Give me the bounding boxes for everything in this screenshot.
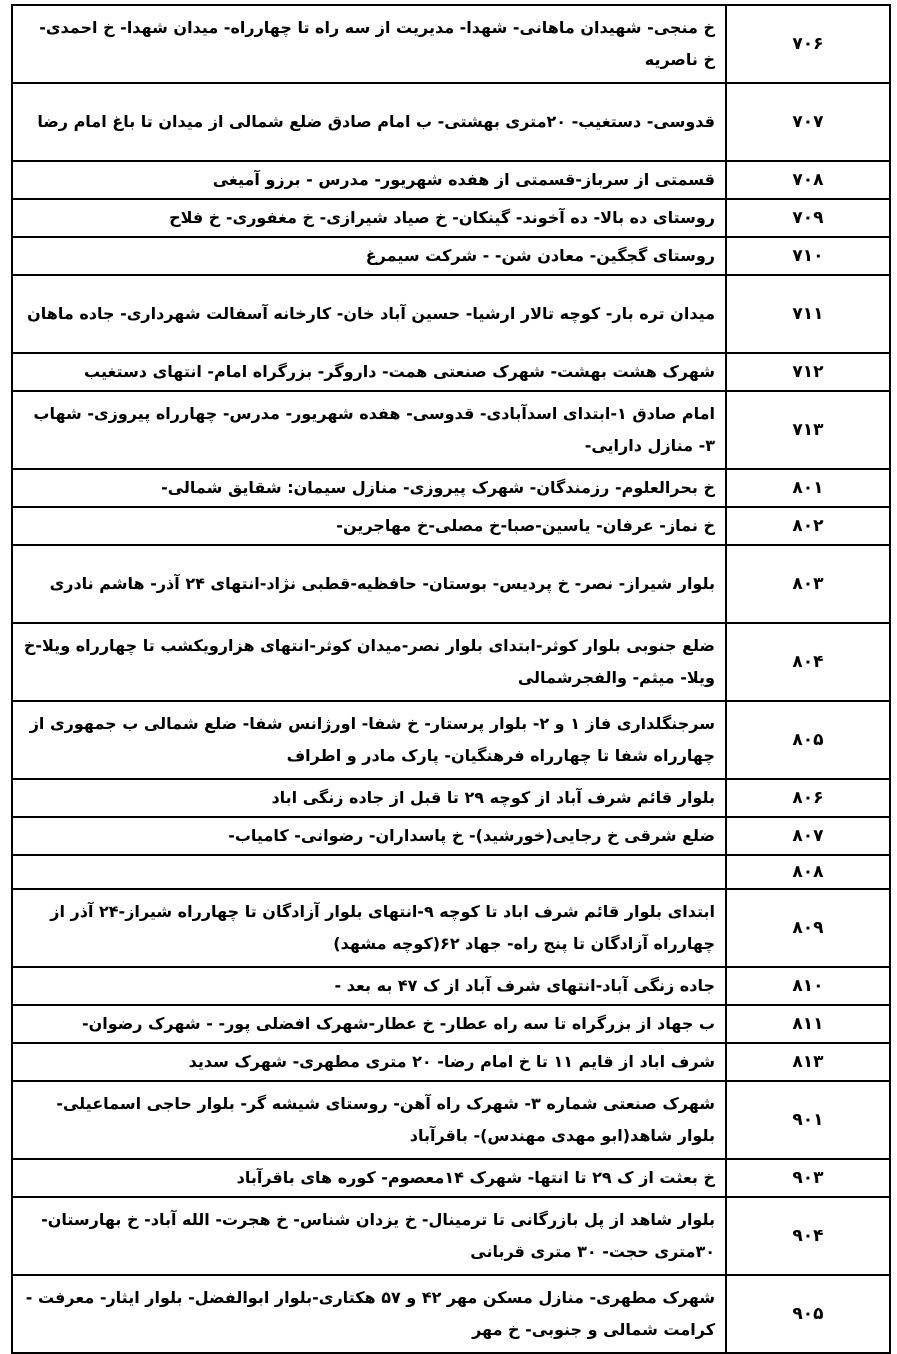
district-code: ۷۰۷ bbox=[726, 83, 890, 161]
district-areas: خ بحرالعلوم- رزمندگان- شهرک پیروزی- منازل سیمان: شقایق شمالی- bbox=[12, 469, 726, 507]
table-row bbox=[12, 817, 890, 855]
table-row bbox=[12, 237, 890, 275]
district-code: ۸۰۴ bbox=[726, 623, 890, 701]
table-row bbox=[12, 889, 890, 967]
table-row bbox=[12, 967, 890, 1005]
district-code: ۹۰۵ bbox=[726, 1275, 890, 1353]
district-code: ۸۰۷ bbox=[726, 817, 890, 855]
table-row bbox=[12, 855, 890, 889]
district-code: ۹۰۱ bbox=[726, 1081, 890, 1159]
district-areas: بلوار شیراز- نصر- خ پردیس- بوستان- حافظیه-قطبی نژاد-انتهای ۲۴ آذر- هاشم نادری bbox=[12, 545, 726, 623]
district-code: ۷۰۹ bbox=[726, 199, 890, 237]
table-row bbox=[12, 83, 890, 161]
district-areas: امام صادق ۱-ابتدای اسدآبادی- قدوسی- هفده شهریور- مدرس- چهارراه پیروزی- شهاب ۳- منازل دارایی- bbox=[12, 391, 726, 469]
district-areas: بلوار شاهد از پل بازرگانی تا ترمینال- خ یزدان شناس- خ هجرت- الله آباد- خ بهارستان- ۳۰متری حجت- ۳۰ متری قربانی bbox=[12, 1197, 726, 1275]
table-row bbox=[12, 5, 890, 83]
district-areas: ابتدای بلوار قائم شرف اباد تا کوچه ۹-انتهای بلوار آزادگان تا چهارراه شیراز-۲۴ آذر از چهارراه آزادگان تا پنج راه- جهاد ۶۲(کوچه مشهد) bbox=[12, 889, 726, 967]
district-areas: خ بعثت از ک ۲۹ تا انتها- شهرک ۱۴معصوم- کوره های باقرآباد bbox=[12, 1159, 726, 1197]
district-areas: بلوار قائم شرف آباد از کوچه ۲۹ تا قبل از جاده زنگی اباد bbox=[12, 779, 726, 817]
district-code: ۸۰۲ bbox=[726, 507, 890, 545]
table-row bbox=[12, 1159, 890, 1197]
district-areas: خ منجی- شهیدان ماهانی- شهدا- مدیریت از سه راه تا چهارراه- میدان شهدا- خ احمدی- خ ناصریه bbox=[12, 5, 726, 83]
district-areas: شهرک هشت بهشت- شهرک صنعتی همت- داروگر- بزرگراه امام- انتهای دستغیب bbox=[12, 353, 726, 391]
district-areas: سرجنگلداری فاز ۱ و ۲- بلوار پرستار- خ شفا- اورژانس شفا- ضلع شمالی ب جمهوری از چهارراه شفا تا چهارراه فرهنگیان- پارک مادر و اطراف bbox=[12, 701, 726, 779]
table-row bbox=[12, 391, 890, 469]
district-areas: روستای ده بالا- ده آخوند- گینکان- خ صیاد شیرازی- خ مغفوری- خ فلاح bbox=[12, 199, 726, 237]
district-code: ۸۰۱ bbox=[726, 469, 890, 507]
district-code: ۸۱۱ bbox=[726, 1005, 890, 1043]
district-code: ۷۱۱ bbox=[726, 275, 890, 353]
district-code: ۹۰۳ bbox=[726, 1159, 890, 1197]
district-code: ۹۰۴ bbox=[726, 1197, 890, 1275]
table-row bbox=[12, 1005, 890, 1043]
district-areas: ب جهاد از بزرگراه تا سه راه عطار- خ عطار-شهرک افضلی پور- - شهرک رضوان- bbox=[12, 1005, 726, 1043]
district-areas: شهرک صنعتی شماره ۳- شهرک راه آهن- روستای شیشه گر- بلوار حاجی اسماعیلی-بلوار شاهد(ابو مهدی مهندس)- باقرآباد bbox=[12, 1081, 726, 1159]
district-areas: روستای گجگین- معادن شن- - شرکت سیمرغ bbox=[12, 237, 726, 275]
district-code: ۷۰۶ bbox=[726, 5, 890, 83]
district-code: ۸۰۵ bbox=[726, 701, 890, 779]
district-areas: ضلع جنوبی بلوار کوثر-ابتدای بلوار نصر-میدان کوثر-انتهای هزارویکشب تا چهارراه ویلا-خ ویلا- میثم- والفجرشمالی bbox=[12, 623, 726, 701]
district-areas: خ نماز- عرفان- یاسین-صبا-خ مصلی-خ مهاجرین- bbox=[12, 507, 726, 545]
table-row bbox=[12, 507, 890, 545]
district-areas: قسمتی از سرباز-قسمتی از هفده شهریور- مدرس - برزو آمیغی bbox=[12, 161, 726, 199]
table-row bbox=[12, 275, 890, 353]
districts-table bbox=[11, 4, 891, 1354]
table-row bbox=[12, 469, 890, 507]
district-areas: قدوسی- دستغیب- ۲۰متری بهشتی- ب امام صادق ضلع شمالی از میدان تا باغ امام رضا bbox=[12, 83, 726, 161]
district-areas: میدان تره بار- کوچه تالار ارشیا- حسین آباد خان- کارخانه آسفالت شهرداری- جاده ماهان bbox=[12, 275, 726, 353]
table-row bbox=[12, 353, 890, 391]
district-areas: جاده زنگی آباد-انتهای شرف آباد از ک ۴۷ به بعد - bbox=[12, 967, 726, 1005]
district-code: ۸۰۶ bbox=[726, 779, 890, 817]
district-areas: شهرک مطهری- منازل مسکن مهر ۴۲ و ۵۷ هکتاری-بلوار ابوالفضل- بلوار ایثار- معرفت - کرامت شمالی و جنوبی- خ مهر bbox=[12, 1275, 726, 1353]
district-code: ۷۱۲ bbox=[726, 353, 890, 391]
table-row bbox=[12, 623, 890, 701]
district-code: ۸۰۹ bbox=[726, 889, 890, 967]
table-row bbox=[12, 1275, 890, 1353]
table-row bbox=[12, 701, 890, 779]
district-areas bbox=[12, 855, 726, 889]
table-row bbox=[12, 1043, 890, 1081]
district-code: ۷۰۸ bbox=[726, 161, 890, 199]
table-row bbox=[12, 545, 890, 623]
table-row bbox=[12, 161, 890, 199]
district-code: ۸۱۳ bbox=[726, 1043, 890, 1081]
district-code: ۸۰۳ bbox=[726, 545, 890, 623]
table-row bbox=[12, 199, 890, 237]
district-code: ۷۱۳ bbox=[726, 391, 890, 469]
table-row bbox=[12, 779, 890, 817]
district-code: ۸۱۰ bbox=[726, 967, 890, 1005]
district-areas: ضلع شرقی خ رجایی(خورشید)- خ پاسداران- رضوانی- کامیاب- bbox=[12, 817, 726, 855]
district-code: ۸۰۸ bbox=[726, 855, 890, 889]
district-code: ۷۱۰ bbox=[726, 237, 890, 275]
table-row bbox=[12, 1197, 890, 1275]
table-row bbox=[12, 1081, 890, 1159]
district-areas: شرف اباد از قایم ۱۱ تا خ امام رضا- ۲۰ متری مطهری- شهرک سدید bbox=[12, 1043, 726, 1081]
